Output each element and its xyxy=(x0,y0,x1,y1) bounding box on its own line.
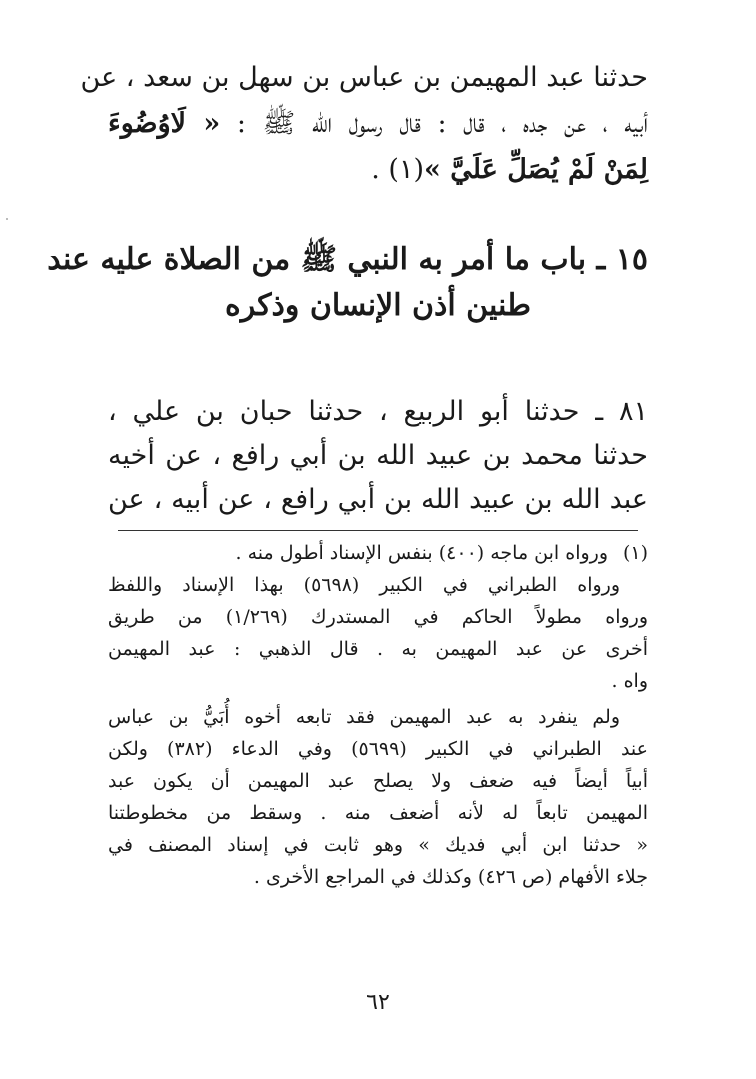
footnote-text-6: ولم ينفرد به عبد المهيمن فقد تابعه أخوه أُبَيُّ بن عباس xyxy=(108,706,620,728)
chapter-heading-line-2: طنين أذن الإنسان وذكره xyxy=(224,288,531,323)
footnote-line-11: جلاء الأفهام (ص ٤٢٦) وكذلك في المراجع الأخرى . xyxy=(253,866,648,888)
footnote-separator xyxy=(118,530,638,531)
footnote-text-1: ورواه ابن ماجه (٤٠٠) بنفس الإسناد أطول منه . xyxy=(235,542,608,564)
prophetic-text-end: لِمَنْ لَمْ يُصَلِّ عَلَيَّ » xyxy=(424,154,648,185)
page-number: ٦٢ xyxy=(366,990,390,1015)
hadith-prev-line-3 xyxy=(108,150,648,190)
footnote-line-9: المهيمن تابعاً له لأنه أضعف منه . وسقط من مخطوطتنا xyxy=(108,802,648,824)
footnote-text-2: ورواه الطبراني في الكبير (٥٦٩٨) بهذا الإسناد واللفظ xyxy=(108,574,620,596)
hadith-81-line-2: حدثنا محمد بن عبيد الله بن أبي رافع ، عن أخيه xyxy=(108,440,648,471)
footnote-line-8: أبياً أيضاً فيه ضعف ولا يصلح عبد المهيمن أن يكون عبد xyxy=(108,770,648,792)
footnote-line-4: أخرى عن عبد المهيمن به . قال الذهبي : عبد المهيمن xyxy=(108,638,648,660)
chapter-heading-line-1: ١٥ ـ باب ما أمر به النبي ﷺ من الصلاة عليه عند xyxy=(47,242,648,277)
prophetic-text-start: « لَاوُضُوءَ xyxy=(108,108,221,139)
footnote-line-10: « حدثنا ابن أبي فديك » وهو ثابت في إسناد المصنف في xyxy=(108,834,648,856)
hadith-prev-line-2 xyxy=(108,104,648,144)
footnote-line-7: عند الطبراني في الكبير (٥٦٩٩) وفي الدعاء (٣٨٢) ولكن xyxy=(108,738,648,760)
footnote-line-2 xyxy=(108,572,648,598)
scan-speck xyxy=(6,218,8,220)
footnote-ref-1: (١) . xyxy=(371,154,424,185)
hadith-81-line-1: ٨١ ـ حدثنا أبو الربيع ، حدثنا حبان بن علي ، xyxy=(108,396,648,427)
footnote-line-6 xyxy=(108,704,648,730)
hadith-prev-line-1: حدثنا عبد المهيمن بن عباس بن سهل بن سعد ، عن xyxy=(80,62,648,93)
footnote-number: (١) xyxy=(622,542,648,564)
footnote-line-1 xyxy=(108,540,648,566)
hadith-81-line-3: عبد الله بن عبيد الله بن أبي رافع ، عن أبيه ، عن xyxy=(108,484,648,515)
hadith-prev-line-2-text: أبيه ، عن جده ، قال : قال رسول الله ﷺ : xyxy=(236,108,648,139)
footnote-line-3: ورواه مطولاً الحاكم في المستدرك (١/٢٦٩) من طريق xyxy=(108,606,648,628)
footnote-line-5: واه . xyxy=(611,670,648,692)
